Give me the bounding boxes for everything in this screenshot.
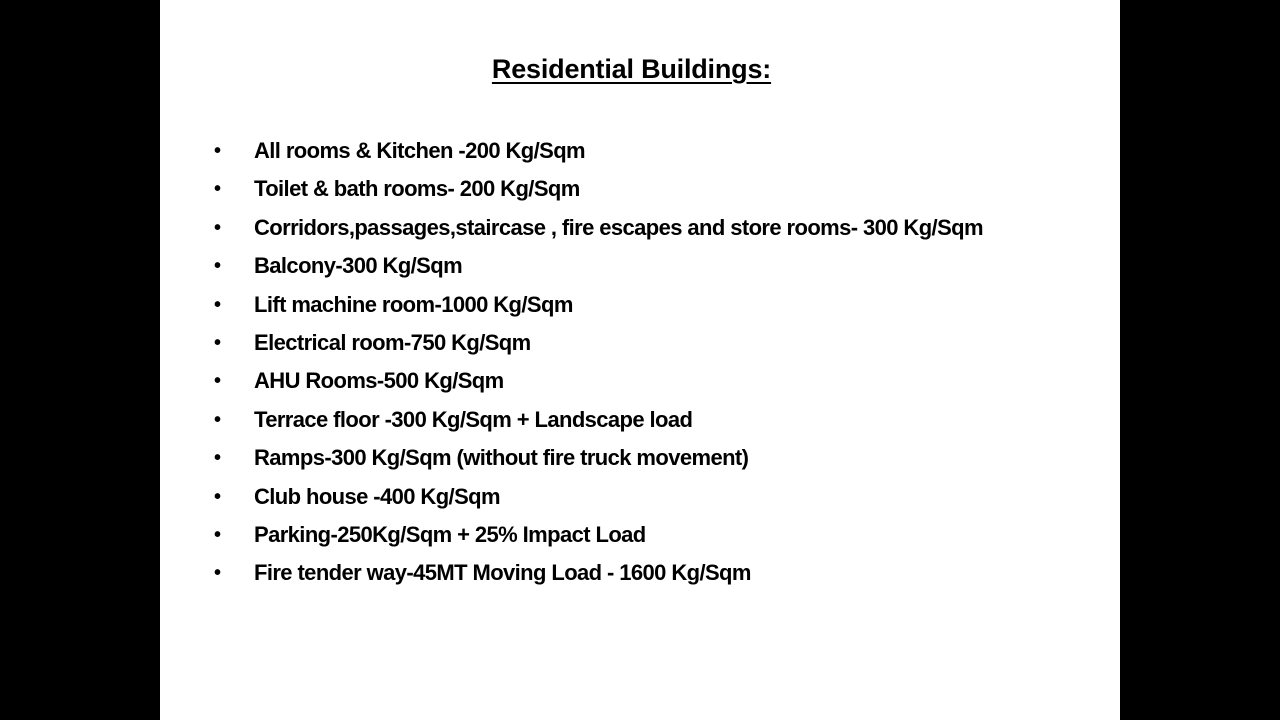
bullet-icon: • [214, 485, 221, 508]
slide-title: Residential Buildings: [491, 54, 772, 84]
list-item-text: Corridors,passages,staircase , fire escapes and store rooms- 300 Kg/Sqm [254, 214, 983, 240]
list-item-text: Electrical room-750 Kg/Sqm [254, 329, 531, 355]
bullet-icon: • [214, 331, 221, 354]
bullet-icon: • [214, 370, 221, 393]
bullet-icon: • [214, 447, 221, 470]
list-item-text: AHU Rooms-500 Kg/Sqm [254, 368, 504, 394]
bullet-icon: • [214, 523, 221, 546]
list-item-text: Balcony-300 Kg/Sqm [254, 253, 463, 279]
list-item-text: Toilet & bath rooms- 200 Kg/Sqm [254, 176, 580, 202]
bullet-icon: • [214, 293, 221, 316]
bullet-icon: • [214, 255, 221, 278]
list-item-text: All rooms & Kitchen -200 Kg/Sqm [254, 138, 586, 163]
slide [160, 0, 1120, 720]
bullet-icon: • [214, 408, 221, 431]
list-item-text: Ramps-300 Kg/Sqm (without fire truck movement) [254, 445, 749, 471]
list-item-text: Parking-250Kg/Sqm + 25% Impact Load [254, 521, 646, 547]
list-item-text: Terrace floor -300 Kg/Sqm + Landscape load [254, 406, 693, 432]
bullet-icon: • [214, 562, 221, 585]
list-item-text: Club house -400 Kg/Sqm [254, 483, 500, 509]
bullet-icon: • [214, 140, 221, 162]
list-item-text: Lift machine room-1000 Kg/Sqm [254, 291, 573, 317]
bullet-icon: • [214, 178, 221, 201]
list-item-text: Fire tender way-45MT Moving Load - 1600 Kg/Sqm [254, 560, 751, 586]
bullet-icon: • [214, 216, 221, 239]
